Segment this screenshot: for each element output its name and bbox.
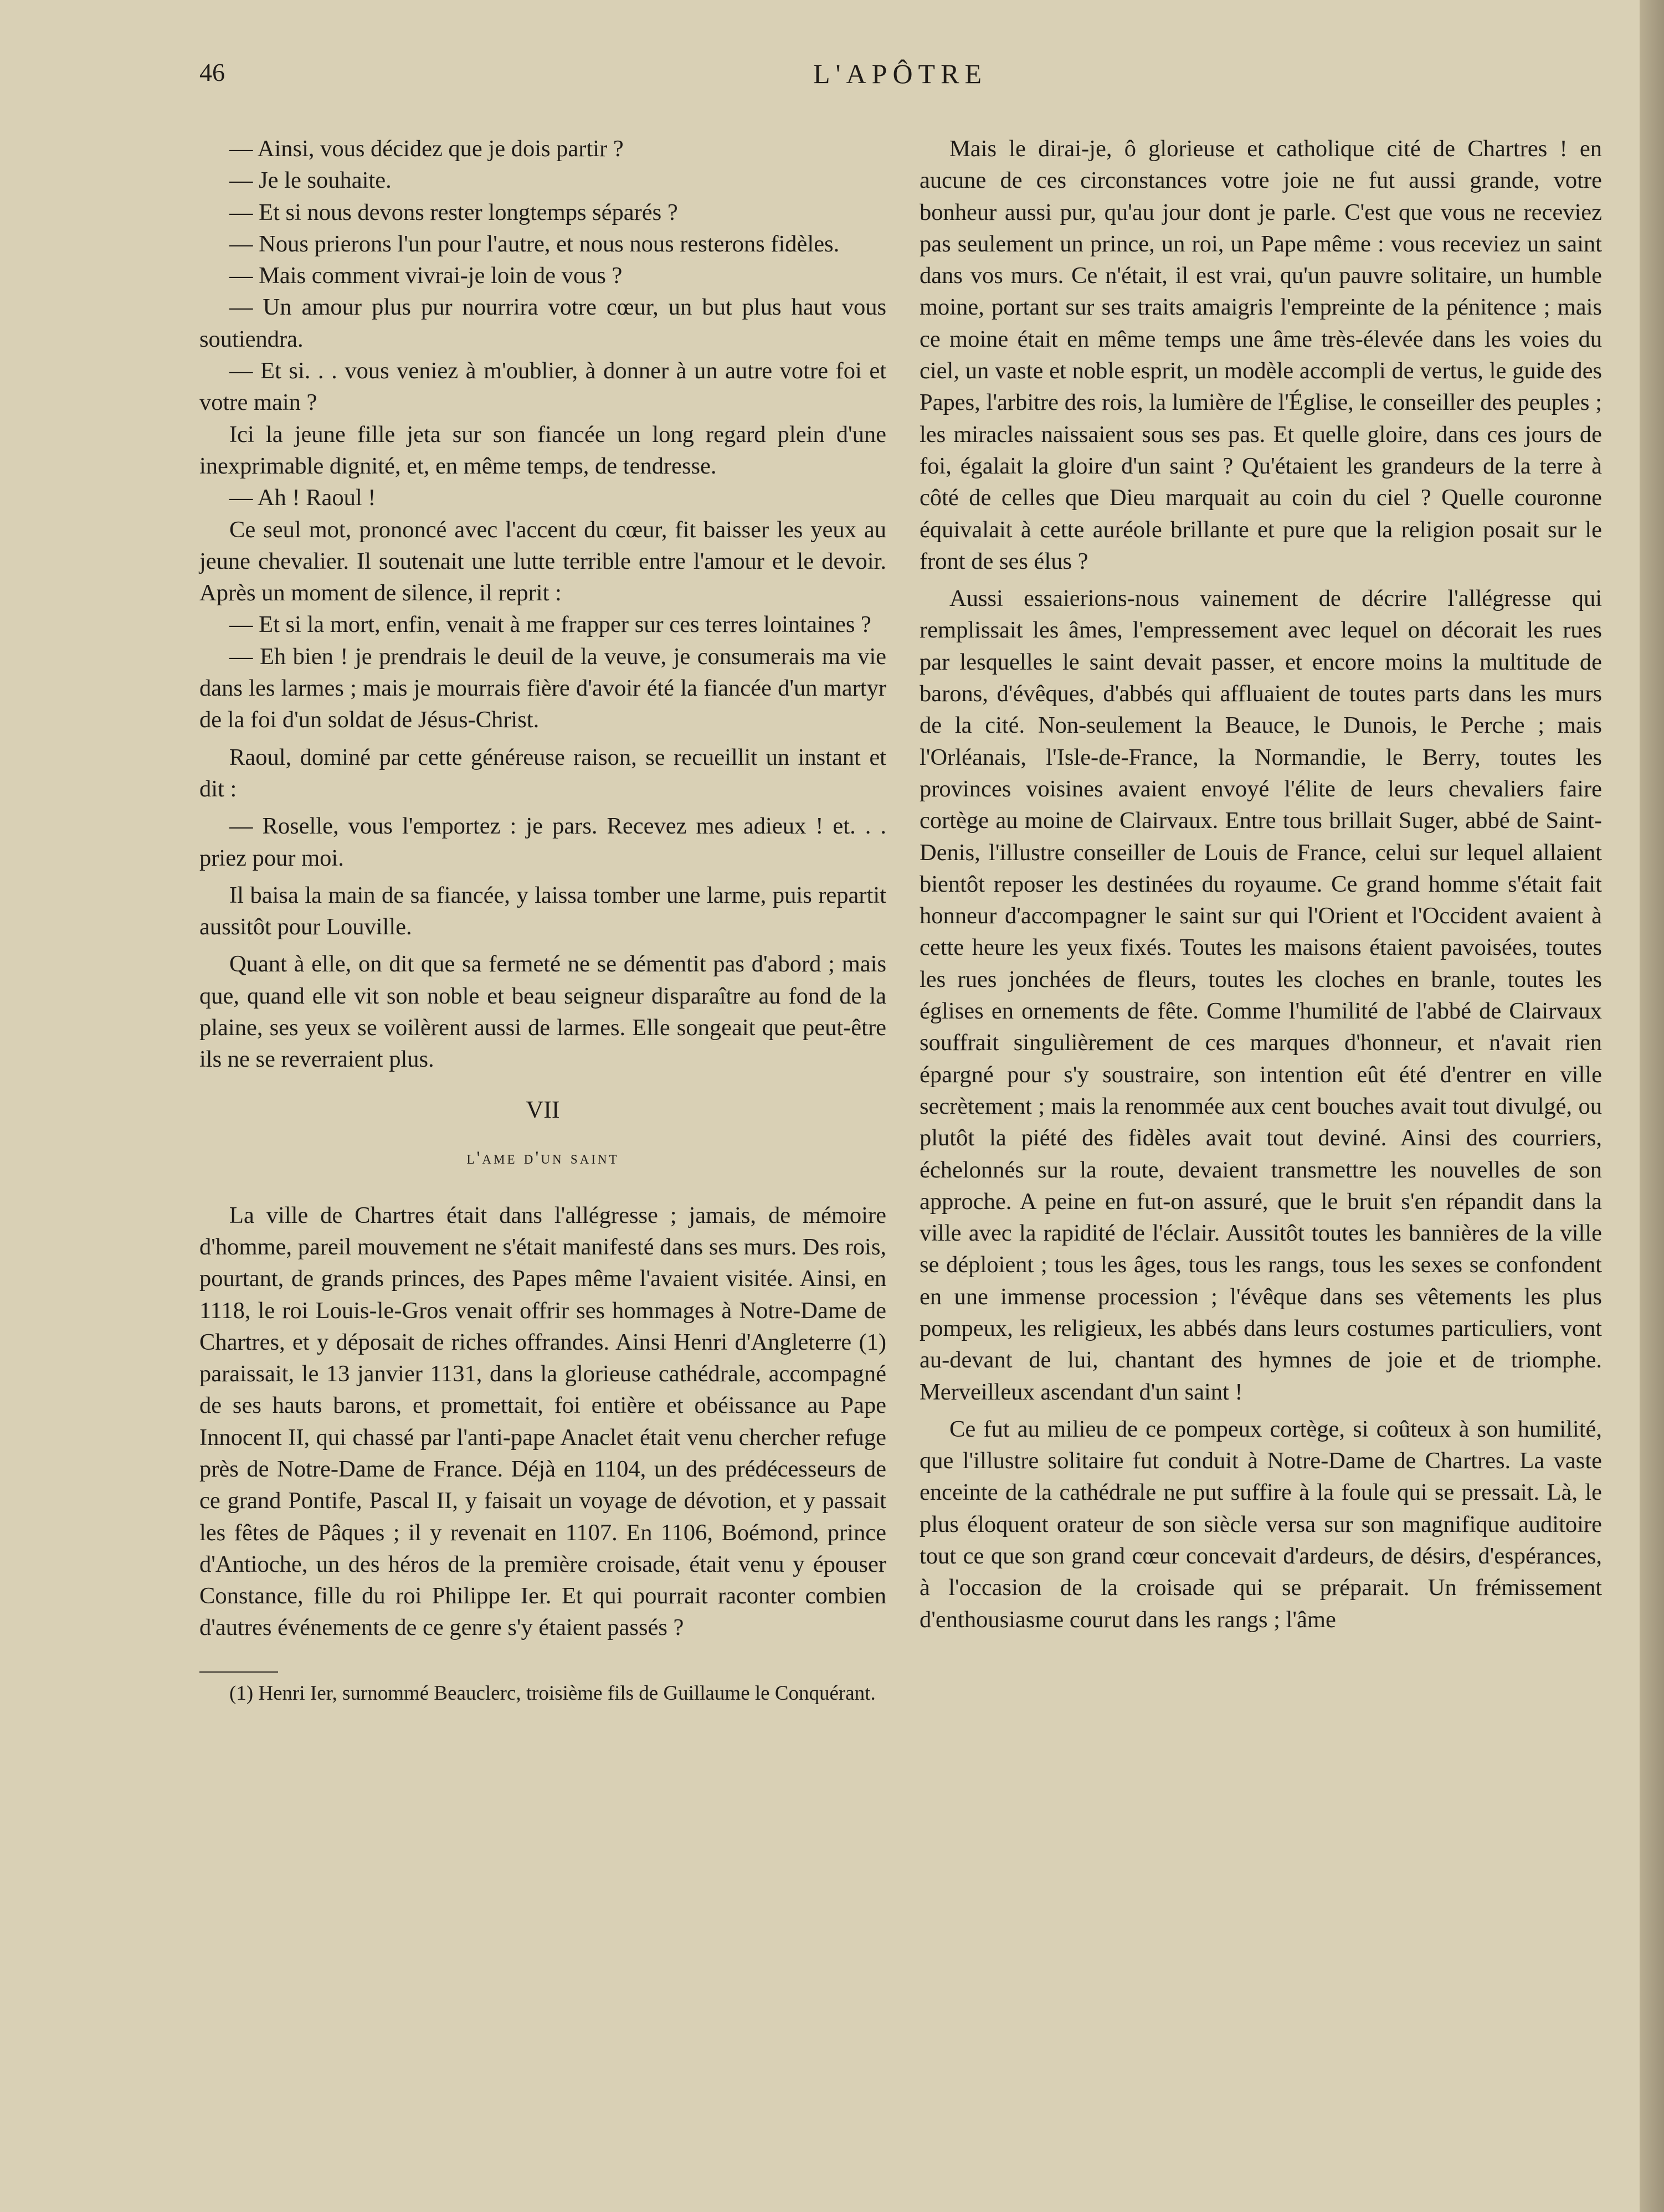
section-title: l'ame d'un saint bbox=[466, 1148, 619, 1168]
paragraph: Ici la jeune fille jeta sur son fiancée un long regard plein d'une inexprimable dignité, et, en même temps, de tendresse. bbox=[199, 421, 886, 479]
paragraph: Raoul, dominé par cette généreuse raison, se recueillit un instant et dit : bbox=[199, 744, 886, 802]
page-edge bbox=[1640, 0, 1664, 2212]
paragraph: — Et si. . . vous veniez à m'oublier, à donner à un autre votre foi et votre main ? bbox=[199, 358, 886, 416]
paragraph: — Ainsi, vous décidez que je dois partir ? bbox=[229, 136, 624, 162]
footnote-rule bbox=[199, 1671, 278, 1673]
paragraph: Il baisa la main de sa fiancée, y laissa tomber une larme, puis repartit aussitôt pour Louville. bbox=[199, 882, 886, 940]
paragraph: Ce fut au milieu de ce pompeux cortège, si coûteux à son humilité, que l'illustre solitaire fut conduit à Notre-Dame de Chartres. La vaste enceinte de la cathédrale ne put suffire à la foule qui se pressait. Là, le plus éloquent orateur de son siècle versa sur son magnifique auditoire tout ce que son grand cœur concevait d'ardeurs, de désirs, d'espérances, à l'occasion de la croisade qui se préparait. Un frémissement d'enthousiasme courut dans les rangs ; l'âme bbox=[920, 1416, 1602, 1633]
section-number: VII bbox=[526, 1095, 560, 1123]
paragraph: La ville de Chartres était dans l'allégresse ; jamais, de mémoire d'homme, pareil mouvement ne s'était manifesté dans ses murs. Des rois, pourtant, de grands princes, des Papes même l'avaient visitée. Ainsi, en 1118, le roi Louis-le-Gros venait offrir ses hommages à Notre-Dame de Chartres, et y déposait de riches offrandes. Ainsi Henri d'Angleterre (1) paraissait, le 13 janvier 1131, dans la glorieuse cathédrale, accompagné de ses hauts barons, et promettait, foi entière et obéissance au Pape Innocent II, qui chassé par l'anti-pape Anaclet était venu chercher refuge près de Notre-Dame de France. Déjà en 1104, un des prédécesseurs de ce grand Pontife, Pascal II, y faisait un voyage de dévotion, et y passait les fêtes de Pâques ; il y revenait en 1107. En 1106, Boémond, prince d'Antioche, un des héros de la première croisade, était venu y épouser Constance, fille du roi Philippe Ier. Et qui pourrait raconter combien d'autres événements de ce genre s'y étaient passés ? bbox=[199, 1202, 886, 1641]
paragraph: — Ah ! Raoul ! bbox=[229, 485, 376, 511]
page-header bbox=[199, 58, 1601, 102]
paragraph: Aussi essaierions-nous vainement de décrire l'allégresse qui remplissait les âmes, l'empressement avec lequel on décorait les rues par lesquelles le saint devait passer, et encore moins la multitude de barons, d'évêques, d'abbés qui affluaient de toutes parts dans les murs de la cité. Non-seulement la Beauce, le Dunois, le Perche ; mais l'Orléanais, l'Isle-de-France, la Normandie, le Berry, toutes les provinces voisines avaient envoyé l'élite de leurs chevaliers faire cortège au moine de Clairvaux. Entre tous brillait Suger, abbé de Saint-Denis, l'illustre conseiller de Louis de France, celui sur lequel allaient bientôt reposer les destinées du royaume. Ce grand homme s'était fait honneur d'accompagner le saint sur qui l'Orient et l'Occident avaient à cette heure les yeux fixés. Toutes les maisons étaient pavoisées, toutes les rues jonchées de fleurs, toutes les cloches en branle, toutes les églises en ornements de fête. Comme l'humilité de l'abbé de Clairvaux souffrait singulièrement de ces marques d'honneur, et n'avait rien épargné pour s'y soustraire, son intention eût été d'entrer en ville secrètement ; mais la renommée aux cent bouches avait tout divulgé, ou plutôt la piété des fidèles avait tout deviné. Ainsi des courriers, échelonnés sur la route, devaient transmettre les nouvelles de son approche. A peine en fut-on assuré, que le bruit s'en répandit dans la ville avec la rapidité de l'éclair. Aussitôt toutes les bannières de la ville se déploient ; tous les âges, tous les rangs, tous les sexes se confondent en une immense procession ; l'évêque dans ses vêtements les plus pompeux, les religieux, les abbés dans leurs costumes particuliers, vont au-devant de lui, chantant des hymnes de joie et de triomphe. Merveilleux ascendant d'un saint ! bbox=[920, 585, 1602, 1405]
paragraph: — Eh bien ! je prendrais le deuil de la veuve, je consumerais ma vie dans les larmes ; mais je mourrais fière d'avoir été la fiancée d'un martyr de la foi d'un soldat de Jésus-Christ. bbox=[199, 643, 886, 733]
page-number: 46 bbox=[199, 58, 225, 86]
paragraph: — Mais comment vivrai-je loin de vous ? bbox=[229, 263, 623, 289]
paragraph: — Je le souhaite. bbox=[229, 167, 392, 194]
paragraph: Quant à elle, on dit que sa fermeté ne se démentit pas d'abord ; mais que, quand elle vit son noble et beau seigneur disparaître au fond de la plaine, ses yeux se voilèrent aussi de larmes. Elle songeait que peut-être ils ne se reverraient plus. bbox=[199, 951, 886, 1073]
paragraph: — Et si la mort, enfin, venait à me frapper sur ces terres lointaines ? bbox=[229, 611, 871, 638]
footnote: (1) Henri Ier, surnommé Beauclerc, troisième fils de Guillaume le Conquérant. bbox=[229, 1681, 876, 1705]
right-column bbox=[920, 133, 1602, 1635]
paragraph: — Et si nous devons rester longtemps séparés ? bbox=[229, 199, 678, 225]
paragraph: — Roselle, vous l'emportez : je pars. Recevez mes adieux ! et. . . priez pour moi. bbox=[199, 813, 886, 871]
running-title: L'APÔTRE bbox=[813, 58, 987, 89]
paragraph: — Nous prierons l'un pour l'autre, et nous nous resterons fidèles. bbox=[229, 230, 840, 257]
paragraph: — Un amour plus pur nourrira votre cœur, un but plus haut vous soutiendra. bbox=[199, 294, 886, 352]
left-column bbox=[199, 133, 886, 1707]
paragraph: Mais le dirai-je, ô glorieuse et catholique cité de Chartres ! en aucune de ces circonstances votre joie ne fut aussi grande, votre bonheur aussi pur, qu'au jour dont je parle. C'est que vous ne receviez pas seulement un prince, un roi, un Pape même : vous receviez un saint dans vos murs. Ce n'était, il est vrai, qu'un pauvre solitaire, un humble moine, portant sur ses traits amaigris l'empreinte de la pénitence ; mais ce moine était en même temps une âme très-élevée dans les voies du ciel, un vaste et noble esprit, un modèle accompli de vertus, le guide des Papes, l'arbitre des rois, la lumière de l'Église, le conseiller des peuples ; les miracles naissaient sous ses pas. Et quelle gloire, dans ces jours de foi, égalait la gloire d'un saint ? Qu'étaient les grandeurs de la terre à côté de celles que Dieu marquait au coin du ciel ? Quelle couronne équivalait à cette auréole brillante et pure que la religion posait sur le front de ses élus ? bbox=[920, 136, 1602, 574]
paragraph: Ce seul mot, prononcé avec l'accent du cœur, fit baisser les yeux au jeune chevalier. Il soutenait une lutte terrible entre l'amour et le devoir. Après un moment de silence, il reprit : bbox=[199, 516, 886, 606]
